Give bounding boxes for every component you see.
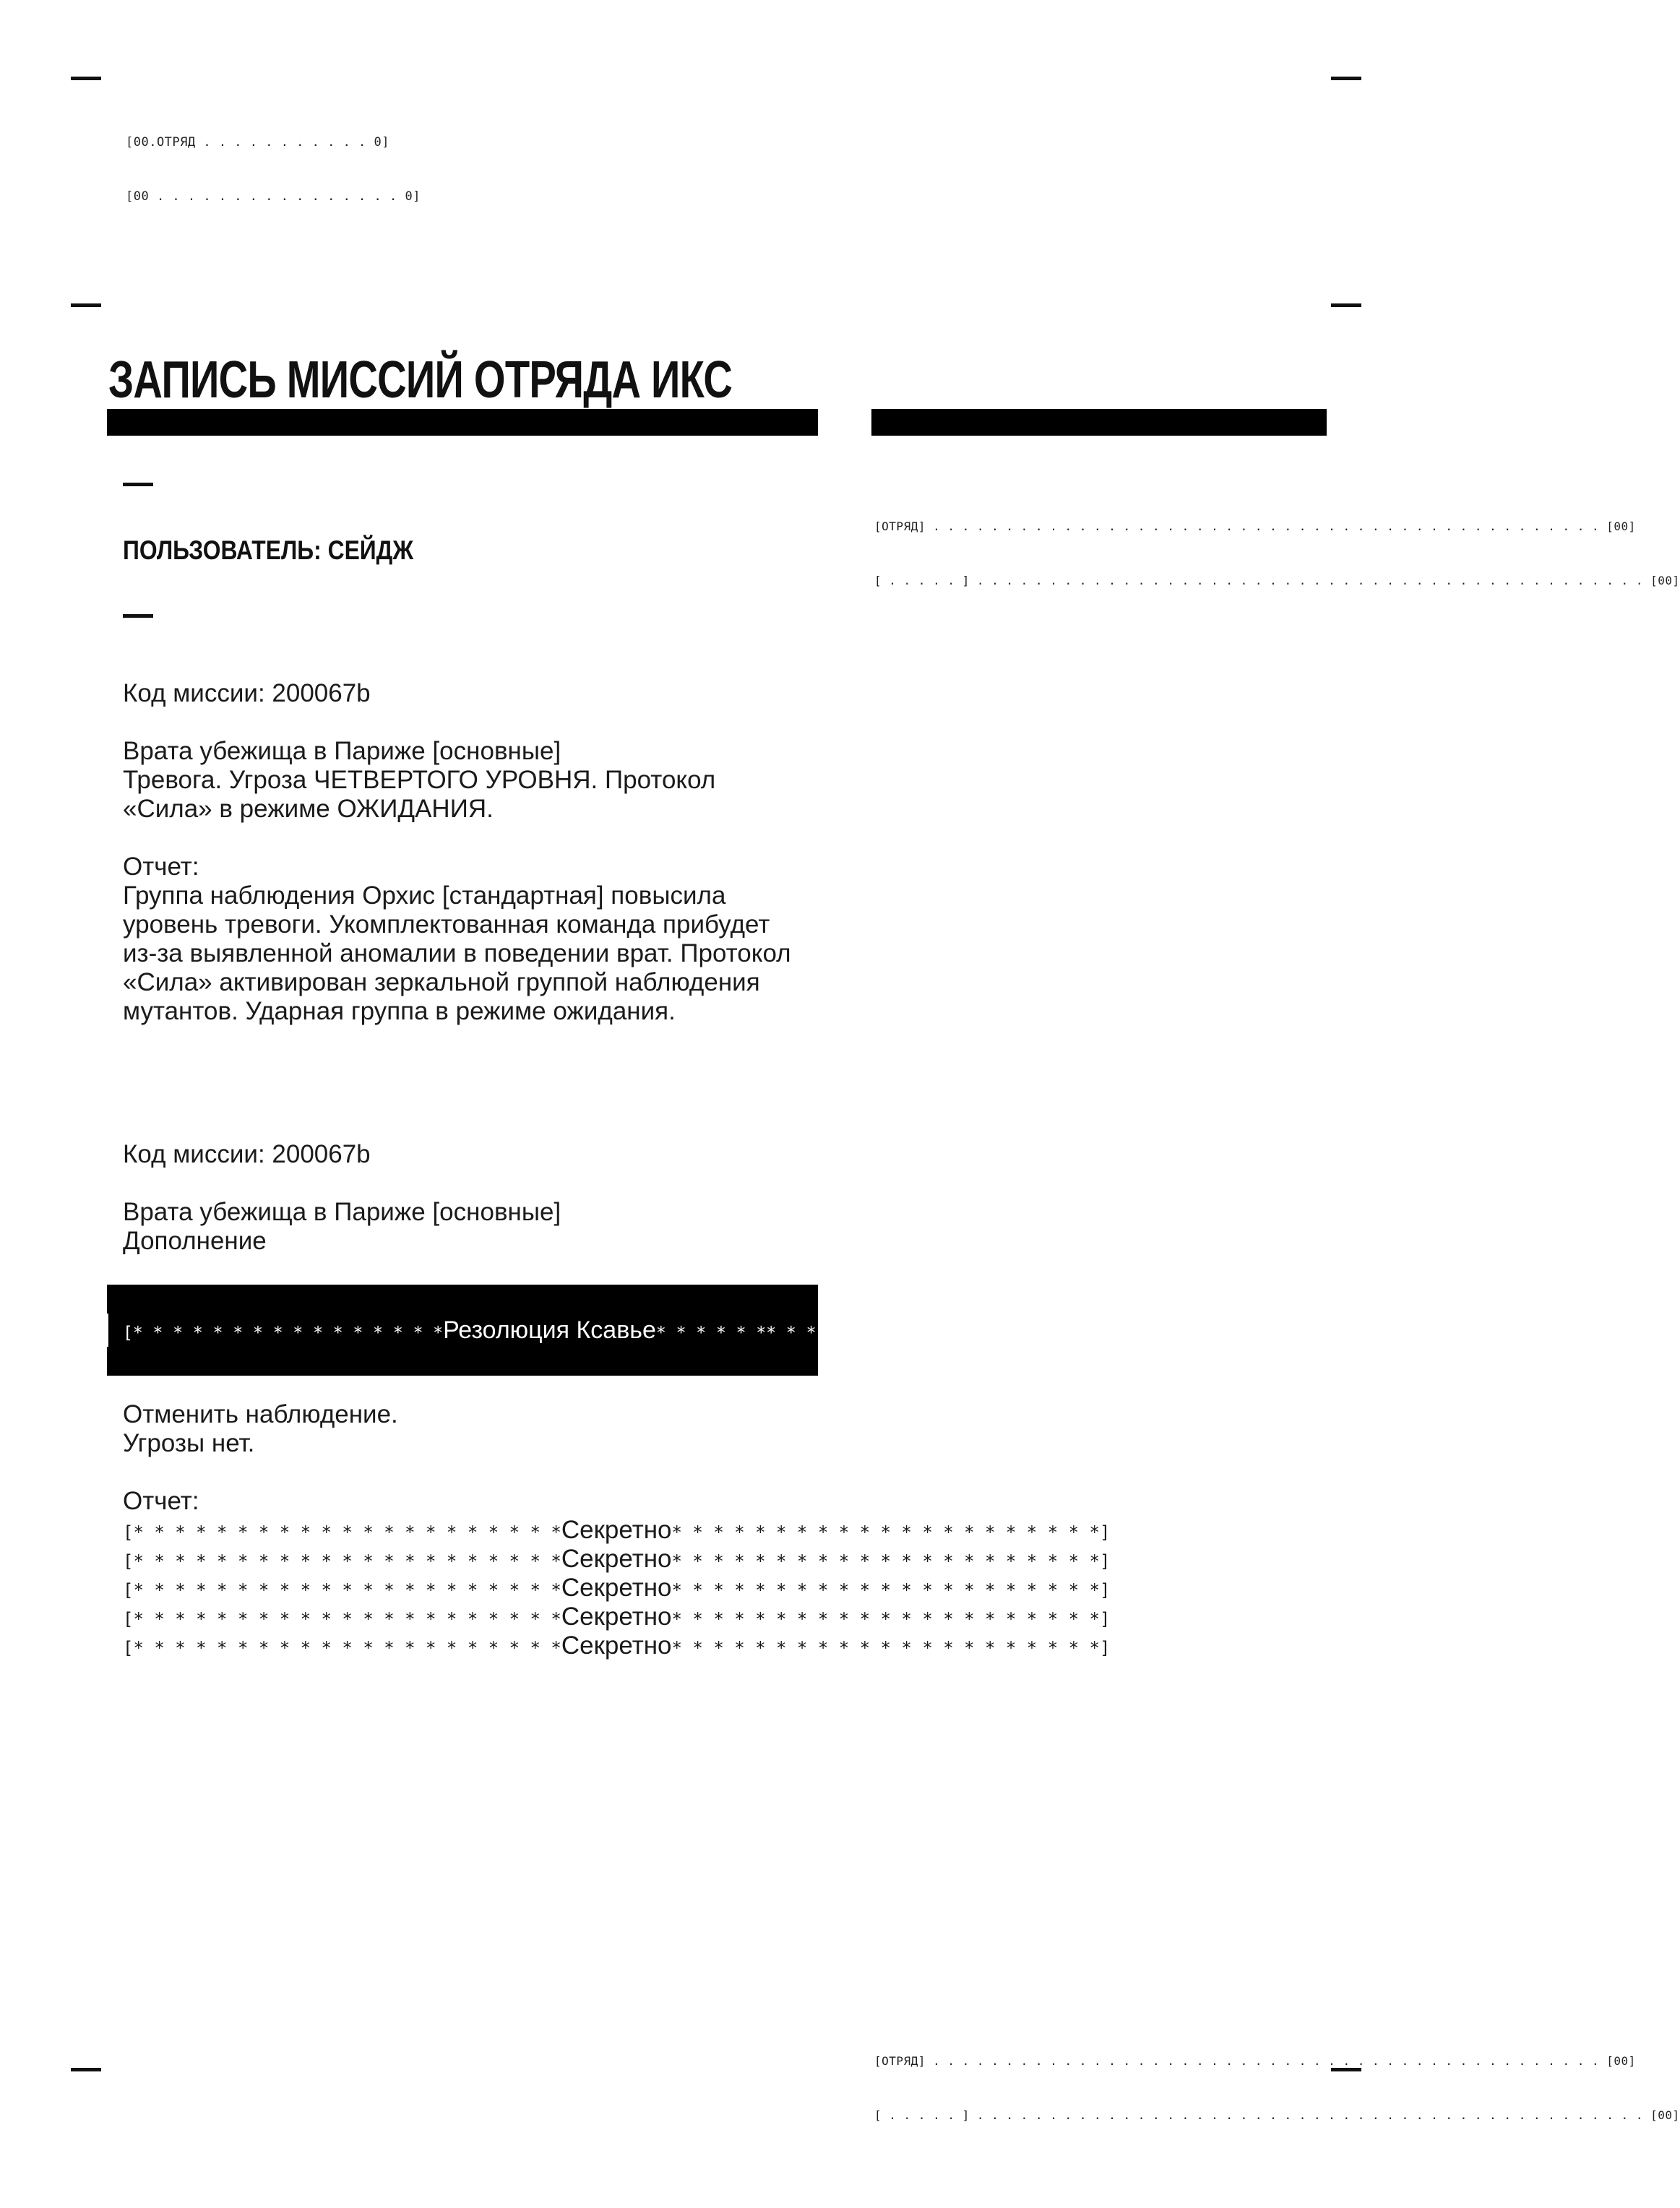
mission-2-code: Код миссии: 200067b [123, 1140, 371, 1168]
classified-stars-right: * * * * * * * * * * * * * * * * * * * * *] [671, 1638, 1111, 1658]
side-meta-top-line-1: [ОТРЯД] . . . . . . . . . . . . . . . . . . . . . . . . . . . . . . . . . . . . . . . . . . . . . . [00] [874, 519, 1636, 533]
classified-word: Секретно [561, 1631, 672, 1660]
classified-row [123, 1603, 1110, 1631]
section-dash-1 [123, 483, 153, 486]
side-meta-bottom-line-2: [ . . . . . ] . . . . . . . . . . . . . . . . . . . . . . . . . . . . . . . . . . . . . . . . . . . . . . [00] [874, 2108, 1680, 2122]
classified-word: Секретно [561, 1603, 672, 1631]
mission-2 [123, 1140, 817, 1256]
resolution-line [108, 1314, 986, 1347]
classified-row [123, 1516, 1110, 1545]
mission-2-location: Врата убежища в Париже [основные] [123, 1198, 561, 1226]
classified-word: Секретно [561, 1545, 672, 1573]
classified-stars-left: [* * * * * * * * * * * * * * * * * * * * * [123, 1580, 561, 1600]
classified-stars-right: * * * * * * * * * * * * * * * * * * * * *] [671, 1551, 1111, 1571]
page-title: ЗАПИСЬ МИССИЙ ОТРЯДА ИКС [108, 351, 733, 409]
resolution-title: Резолюция Ксавье [443, 1316, 656, 1344]
mission-1-report-label: Отчет: [123, 853, 199, 881]
header-meta-line-2: [00 . . . . . . . . . . . . . . . . 0] [126, 189, 421, 204]
header-meta-line-1: [00.ОТРЯД . . . . . . . . . . . 0] [126, 135, 389, 150]
classified-stars-right: * * * * * * * * * * * * * * * * * * * * *] [671, 1522, 1111, 1543]
header-meta [126, 98, 421, 224]
classified-word: Секретно [561, 1516, 672, 1544]
classified-row [123, 1574, 1110, 1603]
crop-mark-upper-right [1331, 303, 1361, 307]
mission-1-location: Врата убежища в Париже [основные] [123, 737, 561, 765]
resolution-band-bottom [107, 1347, 818, 1376]
report-2-label: Отчет: [123, 1487, 199, 1515]
resolution-band-top [107, 1285, 818, 1314]
classified-word: Секретно [561, 1574, 672, 1602]
title-rule-left [107, 409, 818, 436]
side-meta-bottom-line-1: [ОТРЯД] . . . . . . . . . . . . . . . . . . . . . . . . . . . . . . . . . . . . . . . . . . . . . . [00] [874, 2054, 1636, 2068]
mission-1 [123, 679, 817, 1026]
classified-row [123, 1545, 1110, 1574]
side-meta-bottom [874, 2016, 1680, 2142]
outcome-line-1: Отменить наблюдение. [123, 1400, 398, 1428]
mission-1-report: Группа наблюдения Орхис [стандартная] повысила уровень тревоги. Укомплектованная команда прибудет из-за выявленной аномалии в поведении врат. Протокол «Сила» активирован зеркальной группой наблюдения мутантов. Ударная группа в режиме ожидания. [123, 881, 791, 1025]
title-rule-right [871, 409, 1327, 436]
crop-mark-top-right [1331, 77, 1361, 80]
mission-1-code: Код миссии: 200067b [123, 679, 371, 707]
crop-mark-top-left [71, 77, 101, 80]
outcome [123, 1400, 817, 1516]
classified-stars-right: * * * * * * * * * * * * * * * * * * * * *] [671, 1580, 1111, 1600]
classified-stars-left: [* * * * * * * * * * * * * * * * * * * * * [123, 1638, 561, 1658]
resolution-stars-left: [* * * * * * * * * * * * * * * * [123, 1324, 444, 1342]
mission-2-addendum: Дополнение [123, 1227, 267, 1255]
crop-mark-upper-left [71, 303, 101, 307]
user-label: ПОЛЬЗОВАТЕЛЬ: СЕЙДЖ [123, 535, 414, 565]
classified-stars-left: [* * * * * * * * * * * * * * * * * * * * * [123, 1609, 561, 1629]
side-meta-top [874, 481, 1680, 608]
classified-stars-left: [* * * * * * * * * * * * * * * * * * * * * [123, 1522, 561, 1543]
classified-stars-right: * * * * * * * * * * * * * * * * * * * * *] [671, 1609, 1111, 1629]
crop-mark-bottom-left [71, 2068, 101, 2071]
section-dash-2 [123, 614, 153, 618]
classified-stars-left: [* * * * * * * * * * * * * * * * * * * * * [123, 1551, 561, 1571]
side-meta-top-line-2: [ . . . . . ] . . . . . . . . . . . . . . . . . . . . . . . . . . . . . . . . . . . . . . . . . . . . . . [00] [874, 574, 1680, 587]
resolution-stars-right: * * * * * ** * * * * * * * * * *] [655, 1324, 986, 1342]
mission-1-alert: Тревога. Угроза ЧЕТВЕРТОГО УРОВНЯ. Протокол «Сила» в режиме ОЖИДАНИЯ. [123, 766, 716, 823]
outcome-line-2: Угрозы нет. [123, 1429, 255, 1457]
classified-row [123, 1631, 1110, 1660]
